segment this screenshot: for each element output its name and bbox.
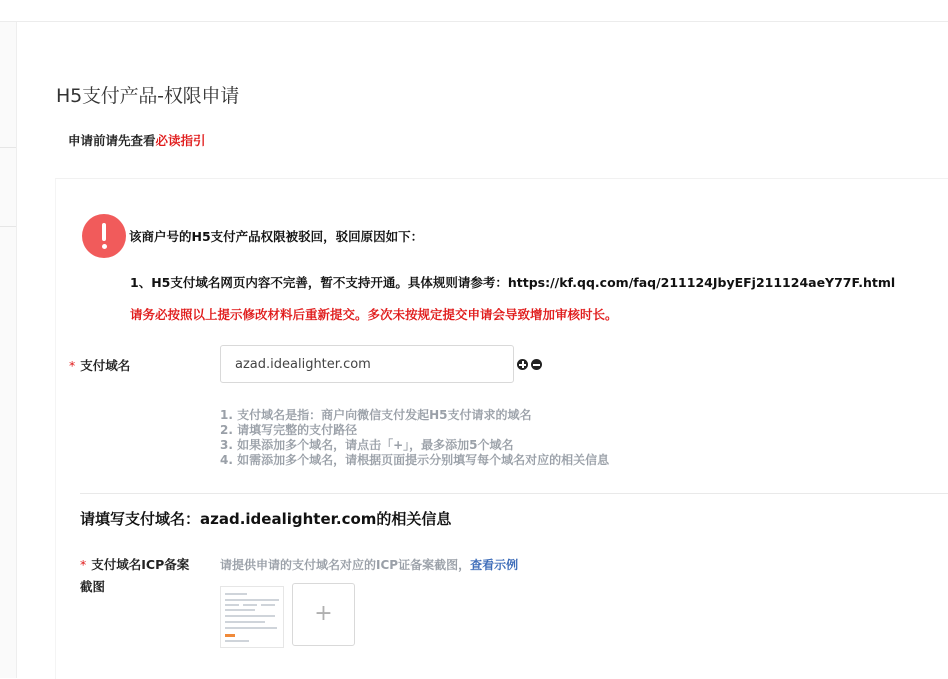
guide-prefix: 申请前请先查看 xyxy=(68,133,156,148)
hint-line: 4. 如需添加多个域名，请根据页面提示分别填写每个域名对应的相关信息 xyxy=(220,453,610,467)
plus-circle-icon[interactable] xyxy=(517,359,528,370)
plus-icon: + xyxy=(314,601,333,626)
view-example-link[interactable]: 查看示例 xyxy=(470,558,519,572)
icp-screenshot-label: * 支付域名ICP备案 截图 xyxy=(80,557,190,594)
section-divider xyxy=(80,493,948,494)
page-title: H5支付产品-权限申请 xyxy=(56,85,240,107)
resubmit-warning: 请务必按照以上提示修改材料后重新提交。多次未按规定提交申请会导致增加审核时长。 xyxy=(130,307,618,322)
rejection-title: 该商户号的H5支付产品权限被驳回，驳回原因如下： xyxy=(129,229,424,244)
top-bar xyxy=(0,0,948,22)
required-mark: * xyxy=(69,358,76,373)
hint-line: 1. 支付域名是指：商户向微信支付发起H5支付请求的域名 xyxy=(220,408,532,422)
upload-button[interactable] xyxy=(292,583,355,646)
domain-info-heading: 请填写支付域名：azad.idealighter.com的相关信息 xyxy=(80,510,452,528)
uploaded-icp-thumbnail[interactable] xyxy=(220,586,284,648)
hint-line: 2. 请填写完整的支付路径 xyxy=(220,423,358,437)
must-read-guide-link[interactable]: 必读指引 xyxy=(155,133,206,148)
minus-circle-icon[interactable] xyxy=(531,359,542,370)
guide-notice xyxy=(68,131,206,149)
sidebar-divider xyxy=(0,226,16,227)
rejection-reason: 1、H5支付域名网页内容不完善，暂不支持开通。具体规则请参考：https://kf.qq.com/faq/211124JbyEFj211124aeY77F.html xyxy=(130,275,896,290)
exclamation-circle-icon xyxy=(82,214,126,258)
payment-domain-label: * 支付域名 xyxy=(69,358,131,373)
required-mark: * xyxy=(80,557,87,572)
icp-upload-hint: 请提供申请的支付域名对应的ICP证备案截图，查看示例 xyxy=(220,558,519,572)
domain-hints xyxy=(220,408,609,468)
left-sidebar xyxy=(0,22,17,678)
sidebar-divider xyxy=(0,147,16,148)
payment-domain-input[interactable] xyxy=(220,345,514,383)
hint-line: 3. 如果添加多个域名，请点击「+」，最多添加5个域名 xyxy=(220,438,514,452)
